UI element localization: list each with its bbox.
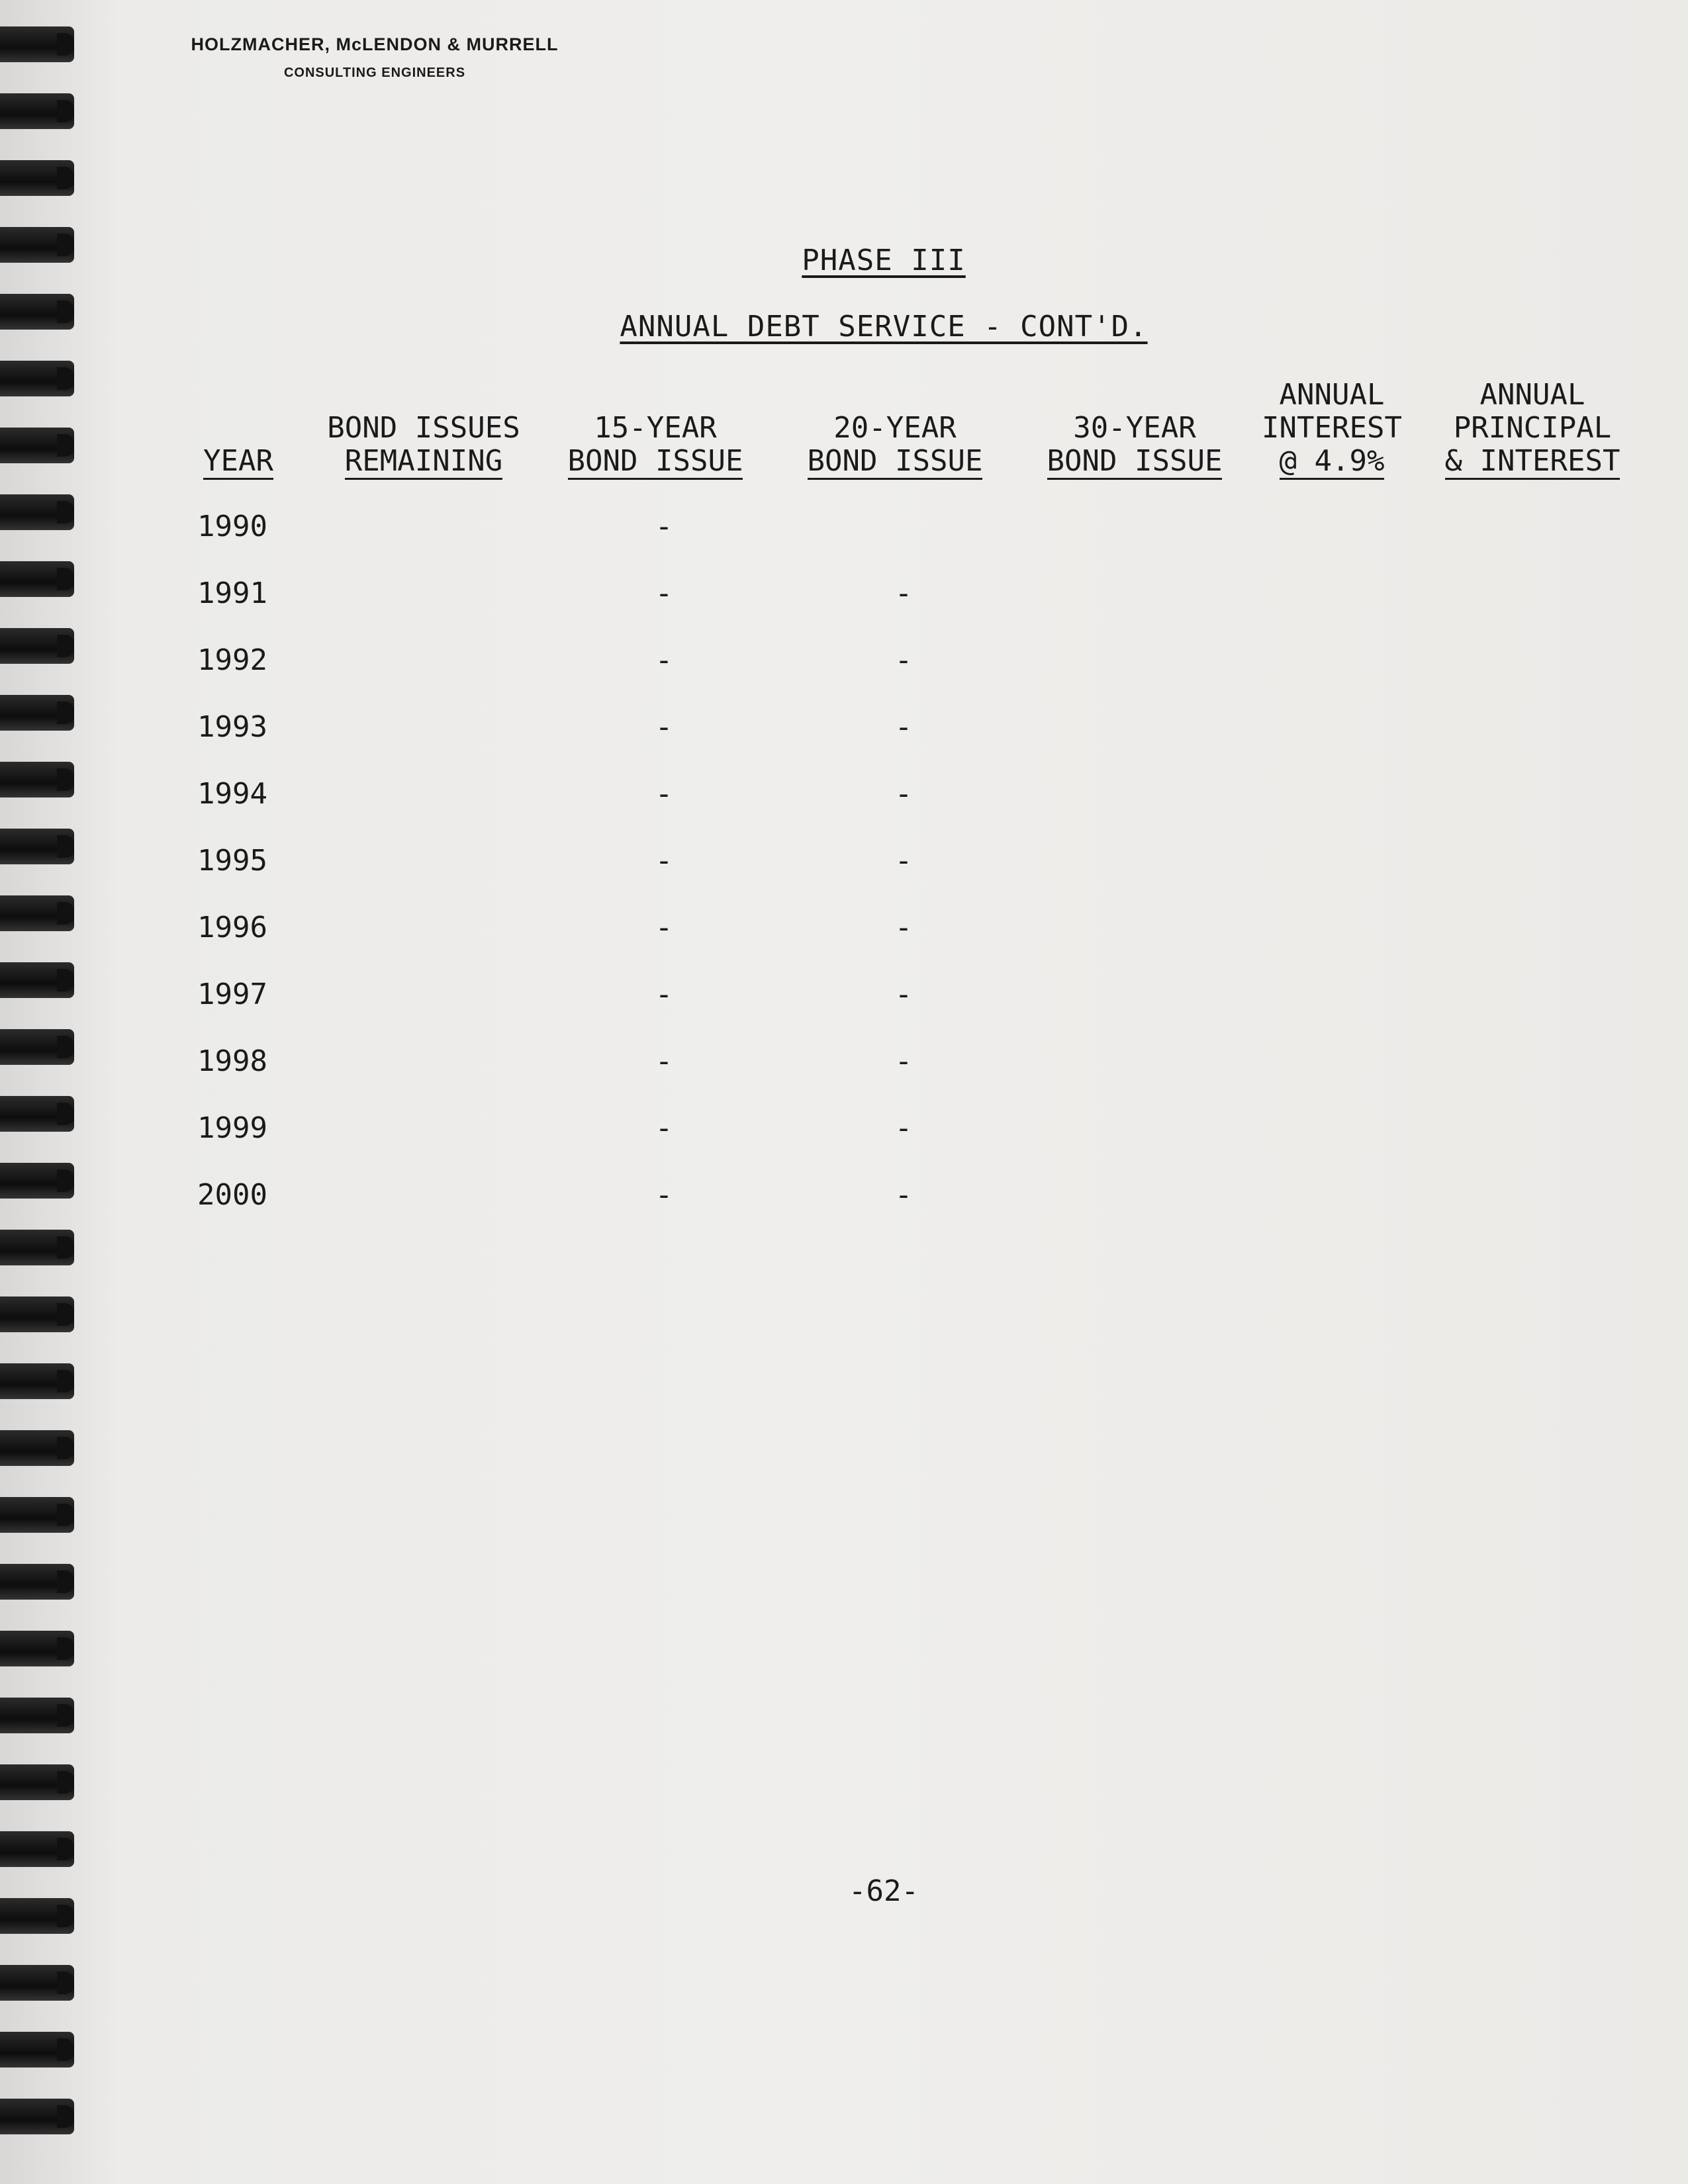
letterhead-firm: HOLZMACHER, McLENDON & MURRELL — [191, 34, 559, 54]
year-cell: 2000 — [197, 1178, 267, 1212]
binding-ring — [0, 1163, 74, 1199]
page-subtitle-text: ANNUAL DEBT SERVICE - CONT'D. — [620, 310, 1148, 343]
binding-ring — [0, 1965, 74, 2001]
year-cell: 1990 — [197, 510, 267, 543]
year-cell: 1999 — [197, 1111, 267, 1145]
column-header-underline: BOND ISSUE — [808, 444, 983, 480]
empty-value-cell: - — [655, 777, 673, 811]
empty-value-cell: - — [655, 1178, 673, 1212]
empty-value-cell: - — [894, 777, 913, 811]
page-subtitle — [40, 310, 1688, 343]
column-header-underline: & INTEREST — [1445, 444, 1620, 480]
binding-ring — [0, 1831, 74, 1867]
column-header-line: 15-YEAR — [594, 411, 717, 445]
empty-value-cell: - — [655, 1111, 673, 1145]
binding-ring — [0, 1564, 74, 1600]
column-header-line — [311, 445, 536, 478]
empty-value-cell: - — [655, 643, 673, 677]
binding-ring — [0, 1096, 74, 1132]
binding-ring — [0, 93, 74, 129]
binding-ring — [0, 628, 74, 664]
binding-ring — [0, 1631, 74, 1666]
empty-value-cell: - — [655, 978, 673, 1011]
column-header-underline: @ 4.9% — [1280, 444, 1385, 480]
binding-ring — [0, 2099, 74, 2134]
column-header-line — [1246, 445, 1418, 478]
binding-ring — [0, 1363, 74, 1399]
column-header-underline: REMAINING — [345, 444, 502, 480]
binding-ring — [0, 561, 74, 597]
column-header — [796, 412, 994, 478]
binding-ring — [0, 895, 74, 931]
binding-ring — [0, 1029, 74, 1065]
empty-value-cell: - — [655, 1044, 673, 1078]
binding-ring — [0, 695, 74, 731]
empty-value-cell: - — [655, 576, 673, 610]
column-header — [1246, 379, 1418, 478]
column-header-line — [1430, 445, 1635, 478]
empty-value-cell: - — [655, 710, 673, 744]
empty-value-cell: - — [894, 643, 913, 677]
column-header-line — [556, 445, 755, 478]
empty-value-cell: - — [894, 1111, 913, 1145]
year-cell: 1996 — [197, 911, 267, 944]
column-header-line — [192, 445, 285, 478]
empty-value-cell: - — [655, 911, 673, 944]
empty-value-cell: - — [894, 911, 913, 944]
column-header-line: BOND ISSUES — [327, 411, 520, 445]
page-title-text: PHASE III — [802, 244, 966, 277]
column-header — [311, 412, 536, 478]
column-header — [1035, 412, 1234, 478]
binding-ring — [0, 26, 74, 62]
empty-value-cell: - — [894, 710, 913, 744]
year-cell: 1991 — [197, 576, 267, 610]
column-header-underline: BOND ISSUE — [568, 444, 743, 480]
binding-ring — [0, 494, 74, 530]
binding-ring — [0, 1898, 74, 1934]
column-header-underline: BOND ISSUE — [1047, 444, 1223, 480]
column-header-underline: YEAR — [203, 444, 273, 480]
binding-ring — [0, 1698, 74, 1733]
column-header-line: INTEREST — [1262, 411, 1402, 445]
year-cell: 1998 — [197, 1044, 267, 1078]
empty-value-cell: - — [894, 1178, 913, 1212]
empty-value-cell: - — [894, 844, 913, 878]
empty-value-cell: - — [894, 1044, 913, 1078]
binding-ring — [0, 1497, 74, 1533]
empty-value-cell: - — [655, 510, 673, 543]
binding-ring — [0, 2032, 74, 2068]
column-header-line: ANNUAL — [1479, 378, 1585, 412]
binding-ring — [0, 160, 74, 196]
year-cell: 1995 — [197, 844, 267, 878]
binding-ring — [0, 962, 74, 998]
page-title — [40, 244, 1688, 277]
year-cell: 1997 — [197, 978, 267, 1011]
column-header-line: PRINCIPAL — [1453, 411, 1612, 445]
binding-ring — [0, 361, 74, 396]
column-header-line: 20-YEAR — [833, 411, 957, 445]
column-header — [192, 445, 285, 478]
column-header-line: ANNUAL — [1279, 378, 1385, 412]
empty-value-cell: - — [894, 576, 913, 610]
binding-ring — [0, 1764, 74, 1800]
column-header-line — [1035, 445, 1234, 478]
letterhead-subtitle: CONSULTING ENGINEERS — [283, 66, 466, 80]
empty-value-cell: - — [655, 844, 673, 878]
year-cell: 1994 — [197, 777, 267, 811]
binding-ring — [0, 762, 74, 797]
column-header-line: 30-YEAR — [1073, 411, 1196, 445]
letterhead — [169, 34, 580, 81]
empty-value-cell: - — [894, 978, 913, 1011]
binding-ring — [0, 1297, 74, 1332]
year-cell: 1993 — [197, 710, 267, 744]
column-header-line — [796, 445, 994, 478]
column-header — [1430, 379, 1635, 478]
year-cell: 1992 — [197, 643, 267, 677]
binding-ring — [0, 829, 74, 864]
page-number: -62- — [849, 1874, 919, 1908]
column-header — [556, 412, 755, 478]
binding-ring — [0, 1430, 74, 1466]
binding-ring — [0, 428, 74, 463]
binding-ring — [0, 1230, 74, 1265]
